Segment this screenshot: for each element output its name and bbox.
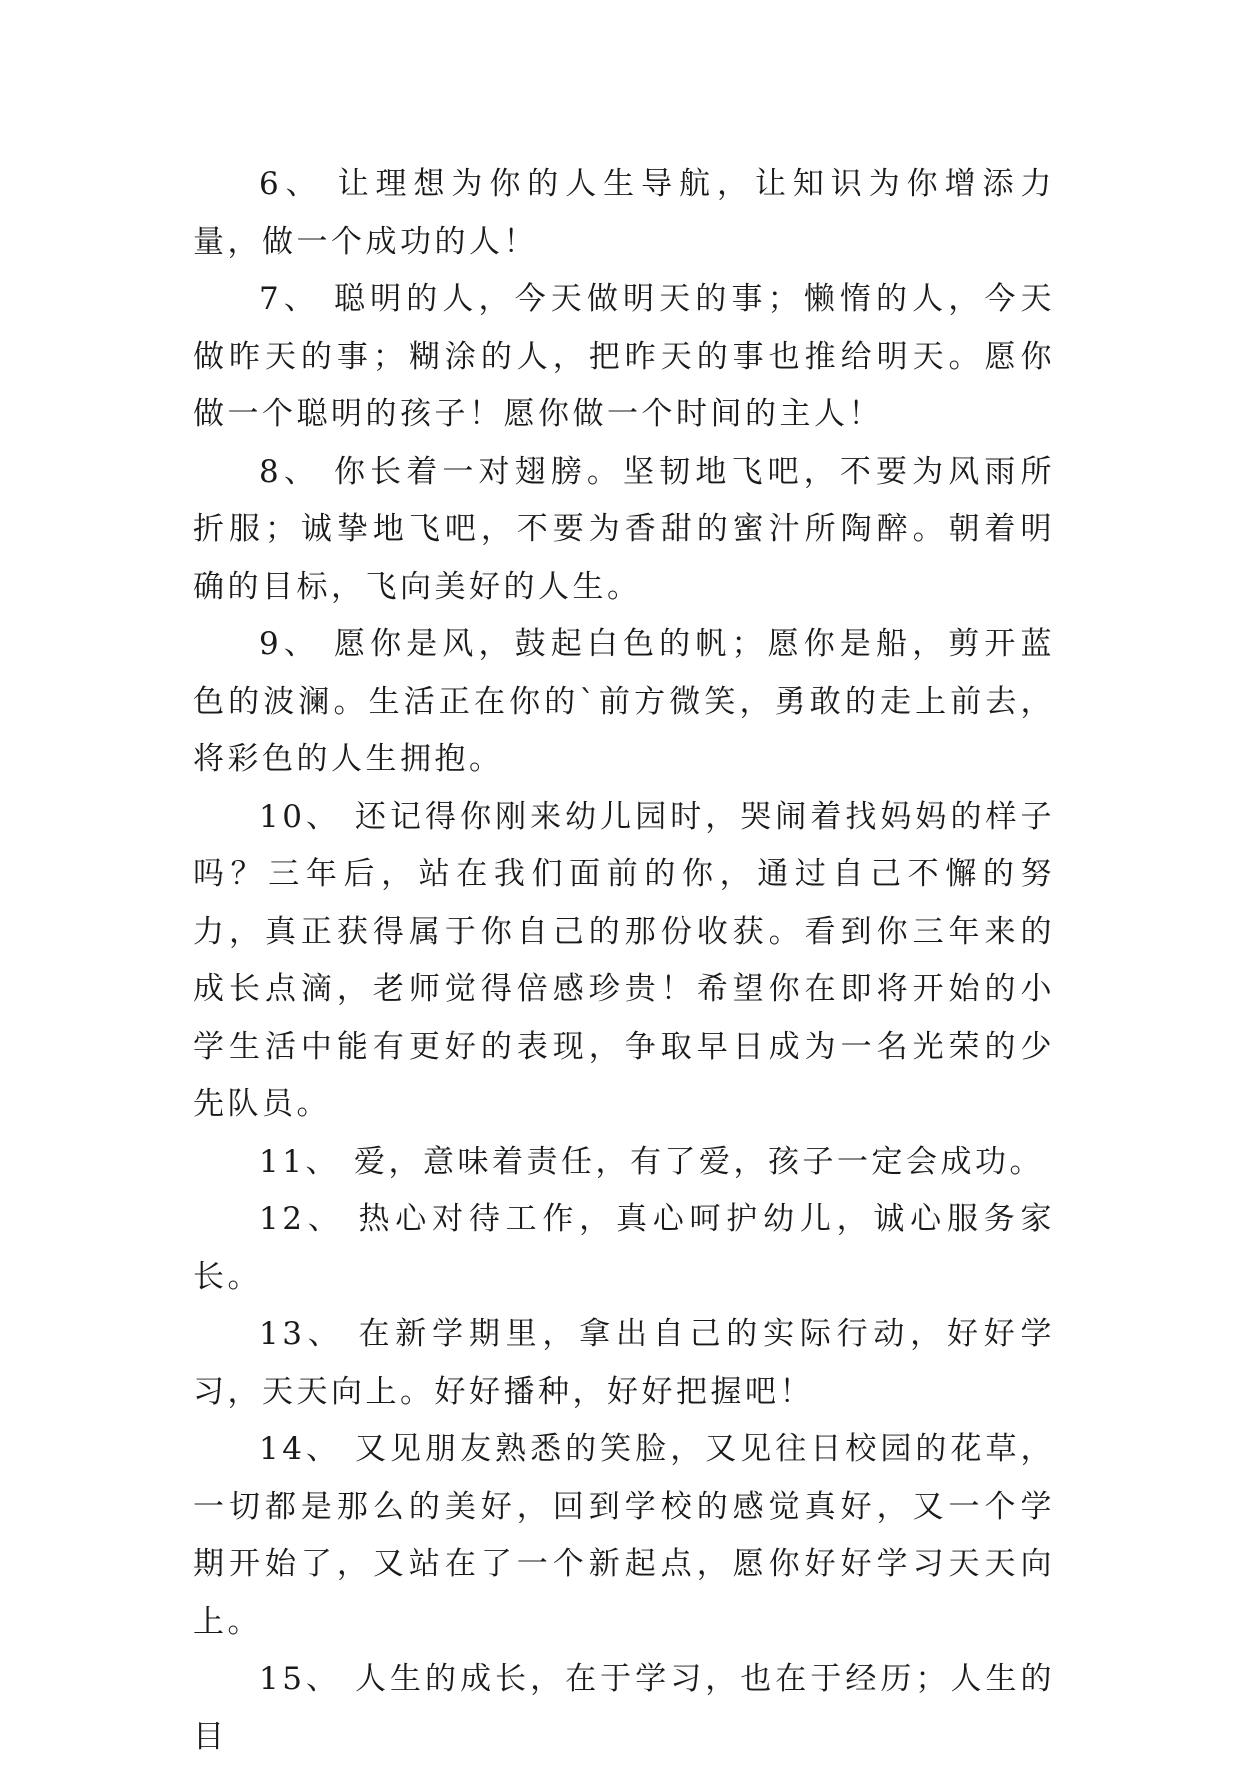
item-text: 让理想为你的人生导航，让知识为你增添力量，做一个成功的人！ <box>193 166 1055 260</box>
item-number: 8、 <box>259 453 320 490</box>
item-text: 热心对待工作，真心呵护幼儿，诚心服务家长。 <box>193 1201 1056 1295</box>
list-item <box>193 1651 1055 1766</box>
list-item <box>193 616 1055 789</box>
list-item <box>193 1134 1055 1192</box>
list-item <box>193 1421 1055 1651</box>
item-number: 13、 <box>259 1316 345 1352</box>
item-text: 愿你是风，鼓起白色的帆；愿你是船，剪开蓝色的波澜。生活正在你的`前方微笑，勇敢的走上前去，将彩色的人生拥抱。 <box>193 626 1056 777</box>
item-number: 11、 <box>259 1143 340 1180</box>
item-text: 人生的成长，在于学习，也在于经历；人生的目 <box>193 1661 1055 1755</box>
list-item <box>193 1191 1055 1306</box>
item-number: 15、 <box>259 1661 341 1697</box>
item-text: 在新学期里，拿出自己的实际行动，好好学习，天天向上。好好播种，好好把握吧！ <box>193 1316 1056 1410</box>
document-page <box>193 156 1055 1766</box>
item-text: 爱，意味着责任，有了爱，孩子一定会成功。 <box>353 1143 1044 1180</box>
item-number: 6、 <box>259 166 324 202</box>
list-item <box>193 789 1055 1134</box>
list-item <box>193 444 1055 617</box>
list-item <box>193 1306 1055 1421</box>
item-text: 聪明的人，今天做明天的事；懒惰的人，今天做昨天的事；糊涂的人，把昨天的事也推给明天。愿你做一个聪明的孩子！愿你做一个时间的主人！ <box>193 281 1056 432</box>
list-item <box>193 156 1055 271</box>
item-text: 又见朋友熟悉的笑脸，又见往日校园的花草，一切都是那么的美好，回到学校的感觉真好，又一个学期开始了，又站在了一个新起点，愿你好好学习天天向上。 <box>193 1431 1055 1640</box>
item-text: 还记得你刚来幼儿园时，哭闹着找妈妈的样子吗？三年后，站在我们面前的你，通过自己不懈的努力，真正获得属于你自己的那份收获。看到你三年来的成长点滴，老师觉得倍感珍贵！希望你在即将开始的小学生活中能有更好的表现，争取早日成为一名光荣的少先队员。 <box>193 798 1055 1122</box>
list-item <box>193 271 1055 444</box>
item-number: 14、 <box>259 1431 341 1467</box>
item-number: 7、 <box>259 281 320 317</box>
item-number: 12、 <box>259 1201 345 1237</box>
item-text: 你长着一对翅膀。坚韧地飞吧，不要为风雨所折服；诚挚地飞吧，不要为香甜的蜜汁所陶醉。朝着明确的目标，飞向美好的人生。 <box>193 453 1056 605</box>
item-number: 9、 <box>259 626 320 662</box>
item-number: 10、 <box>259 798 341 835</box>
